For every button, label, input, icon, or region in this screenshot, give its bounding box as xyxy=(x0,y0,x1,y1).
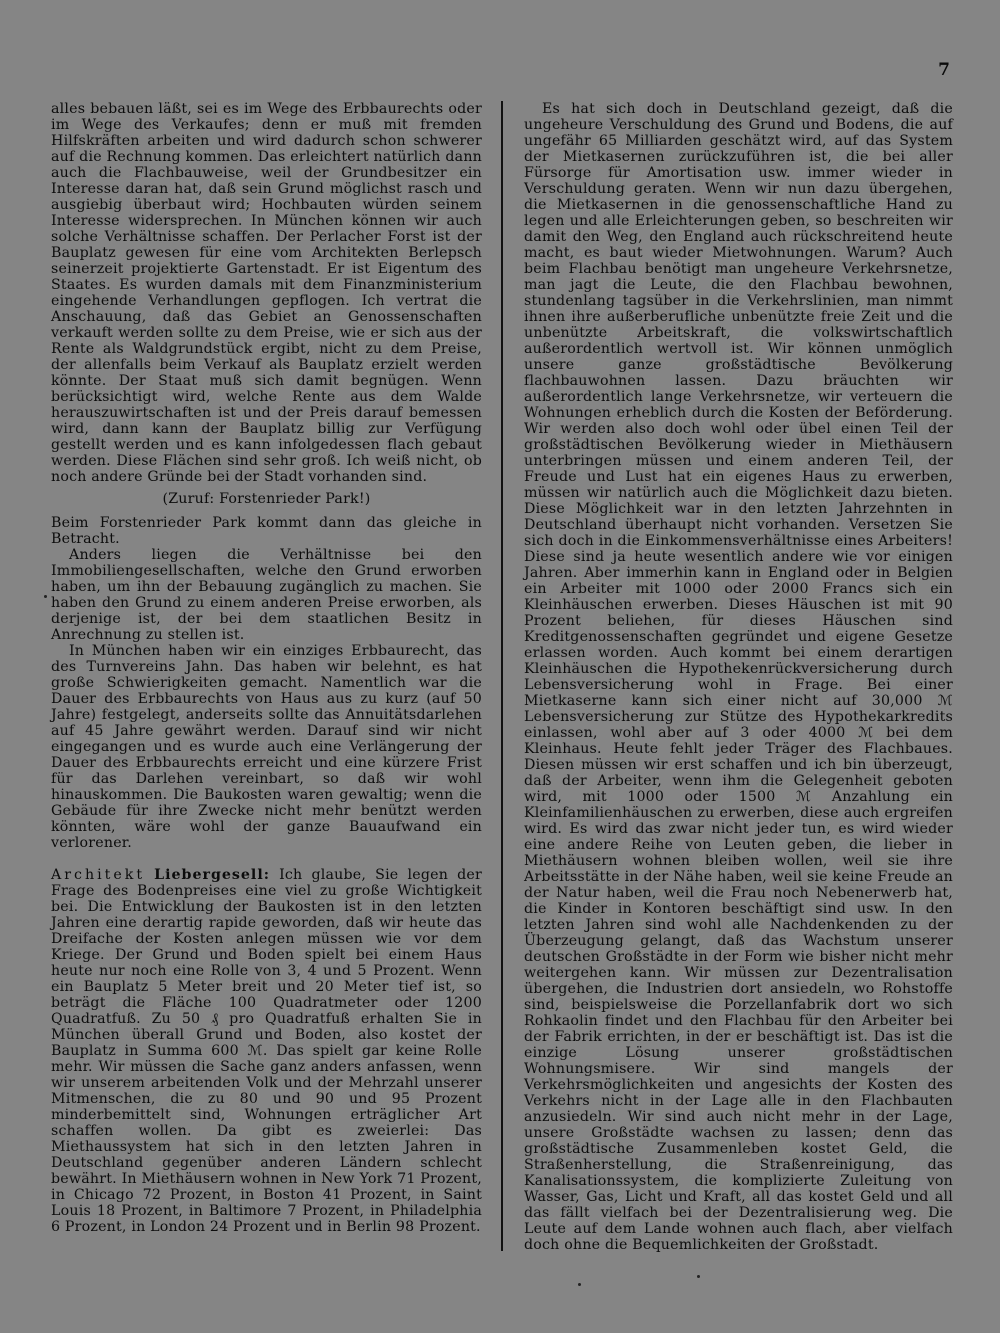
left-column xyxy=(51,101,482,1235)
speaker-title: Architekt xyxy=(51,867,146,883)
print-speck xyxy=(697,1275,700,1278)
paragraph: In München haben wir ein einziges Erbbaurecht, das des Turnvereins Jahn. Das haben wir belehnt, es hat große Schwierigkeiten gemacht. Namentlich war die Dauer des Erbbaurechts von Haus aus zu kurz (auf 50 Jahre) festgelegt, anderseits sollte das Annuitätsdarlehen auf 45 Jahre gewährt werden. Darauf sind wir nicht eingegangen und es wurde auch eine Verlängerung der Dauer des Erbbaurechts erreicht und eine kürzere Frist für das Darlehen vereinbart, so daß wir wohl hinauskommen. Die Baukosten waren gewaltig; wenn die Gebäude für ihre Zwecke nicht mehr benützt werden könnten, wäre wohl der ganze Bauaufwand ein verlorener. xyxy=(51,643,482,851)
interjection: (Zuruf: Forstenrieder Park!) xyxy=(162,491,371,507)
right-column xyxy=(524,101,953,1253)
speech-text: Ich glaube, Sie legen der Frage des Bodenpreises eine viel zu große Wichtigkeit bei. Die Entwicklung der Baukosten ist in den letzten Jahren eine derartig rapide geworden, daß wir heute das Dreifache der Kosten anlegen müssen wie vor dem Kriege. Der Grund und Boden spielt bei einem Haus heute nur noch eine Rolle von 3, 4 und 5 Prozent. Wenn ein Bauplatz 5 Meter breit und 20 Meter tief ist, so beträgt die Fläche 100 Quadratmeter oder 1200 Quadratfuß. Zu 50 ₰ pro Quadratfuß erhalten Sie in München überall Grund und Boden, also kostet der Bauplatz in Summa 600 ℳ. Das spielt gar keine Rolle mehr. Wir müssen die Sache ganz anders anfassen, wenn wir unserem arbeitenden Volk und der Mehrzahl unserer Mitmenschen, die zu 80 und 90 und 95 Prozent minderbemittelt sind, Wohnungen erträglicher Art schaffen wollen. Da gibt es zweierlei: Das Miethaussystem hat sich in den letzten Jahren in Deutschland gegenüber anderen Ländern schlecht bewährt. In Miethäusern wohnen in New York 71 Prozent, in Chicago 72 Prozent, in Boston 41 Prozent, in Saint Louis 18 Prozent, in Baltimore 7 Prozent, in Philadelphia 6 Prozent, in London 24 Prozent und in Berlin 98 Prozent. xyxy=(51,867,482,1235)
speaker-name: Liebergesell: xyxy=(154,867,270,883)
print-speck xyxy=(44,595,47,598)
paragraph: Anders liegen die Verhältnisse bei den Immobiliengesellschaften, welche den Grund erworben haben, um ihn der Bebauung zugänglich zu machen. Sie haben den Grund zu einem anderen Preise erworben, als derjenige ist, der bei dem staatlichen Besitz in Anrechnung zu stellen ist. xyxy=(51,547,482,643)
paragraph: alles bebauen läßt, sei es im Wege des Erbbaurechts oder im Wege des Verkaufes; denn er muß mit fremden Hilfskräften arbeiten und wird dadurch schon schwerer auf die Rechnung kommen. Das erleichtert natürlich dann auch die Flachbauweise, weil der Grundbesitzer ein Interesse daran hat, daß sein Grund möglichst rasch und ausgiebig überbaut wird; Hochbauten würden seinem Interesse widersprechen. In München können wir auch solche Verhältnisse schaffen. Der Perlacher Forst ist der Bauplatz gewesen für eine vom Architekten Berlepsch seinerzeit projektierte Gartenstadt. Er ist Eigentum des Staates. Es wurden damals mit dem Finanzministerium eingehende Verhandlungen gepflogen. Ich vertrat die Anschauung, daß das Gebiet an Genossenschaften verkauft werden sollte zu dem Preise, wie er sich aus der Rente als Waldgrundstück ergibt, nicht zu dem Preise, der allenfalls beim Verkauf als Bauplatz erzielt werden könnte. Der Staat muß sich damit begnügen. Wenn berücksichtigt wird, welche Rente aus dem Walde herauszuwirtschaften ist und der Preis darauf bemessen wird, dann kann der Bauplatz billig zur Verfügung gestellt werden und es kann infolgedessen flach gebaut werden. Diese Flächen sind sehr groß. Ich weiß nicht, ob noch andere Gründe bei der Stadt vorhanden sind. xyxy=(51,101,482,485)
column-divider xyxy=(501,101,503,1251)
speaker-paragraph xyxy=(51,867,482,1235)
page-number: 7 xyxy=(938,60,950,80)
paragraph: Beim Forstenrieder Park kommt dann das gleiche in Betracht. xyxy=(51,515,482,547)
paragraph: Es hat sich doch in Deutschland gezeigt, daß die ungeheure Verschuldung des Grund und Bodens, die auf ungefähr 65 Milliarden geschätzt wird, auf das System der Mietkasernen zurückzuführen ist, die bei aller Fürsorge für Amortisation usw. immer wieder in Verschuldung geraten. Wenn wir nun dazu übergehen, die Mietkasernen in die genossenschaftliche Hand zu legen und alle Erleichterungen geben, so beschreiten wir damit den Weg, den England auch rückschreitend heute macht, es baut wieder Mietwohnungen. Warum? Auch beim Flachbau benötigt man ungeheure Verkehrsnetze, man jagt die Leute, die den Flachbau bewohnen, stundenlang tagsüber in die Verkehrslinien, man nimmt ihnen ihre außerberufliche unbenützte freie Zeit und die unbenützte Arbeitskraft, die volkswirtschaftlich außerordentlich wertvoll ist. Wir können unmöglich unsere ganze großstädtische Bevölkerung flachbauwohnen lassen. Dazu bräuchten wir außerordentlich lange Verkehrsnetze, wir verteuern die Wohnungen erheblich durch die Kosten der Beförderung. Wir werden also doch wohl oder übel einen Teil der großstädtischen Bevölkerung wieder in Miethäusern unterbringen müssen und einem anderen Teil, der Freude und Lust hat ein eigenes Haus zu erwerben, müssen wir natürlich auch die Möglichkeit dazu bieten. Diese Möglichkeit war in den letzten Jahrzehnten in Deutschland überhaupt nicht vorhanden. Versetzen Sie sich doch in die Einkommensverhältnisse eines Arbeiters! Diese sind ja heute wesentlich andere wie vor einigen Jahren. Aber immerhin kann in England oder in Belgien ein Arbeiter mit 1000 oder 2000 Francs sich ein Kleinhäuschen erwerben. Dieses Häuschen ist mit 90 Prozent beliehen, für dieses Häuschen sind Kreditgenossenschaften gegründet und eigene Gesetze erlassen worden. Auch kommt bei einem derartigen Kleinhäuschen die Hypothekenrückversicherung durch Lebensversicherung wohl in Frage. Bei einer Mietkaserne kann sich einer nicht auf 30,000 ℳ Lebensversicherung zur Stütze des Hypothekarkredits einlassen, wohl aber auf 3 oder 4000 ℳ bei dem Kleinhaus. Heute fehlt jeder Träger des Flachbaues. Diesen müssen wir erst schaffen und ich bin überzeugt, daß der Arbeiter, wenn ihm die Gelegenheit geboten wird, mit 1000 oder 1500 ℳ Anzahlung ein Kleinfamilienhäuschen zu erwerben, diese auch ergreifen wird. Es wird das zwar nicht jeder tun, es wird wieder eine andere Reihe von Leuten geben, die lieber in Miethäusern wohnen bleiben wollen, weil sie ihre Arbeitsstätte in der Nähe haben, weil sie keine Freude an der Natur haben, weil die Frau noch Nebenerwerb hat, die Kinder in Kontoren beschäftigt sind usw. In den letzten Jahren sind wohl alle Nachdenkenden zu der Überzeugung gelangt, daß das Wachstum unserer deutschen Großstädte in der Form wie bisher nicht mehr weitergehen kann. Wir müssen zur Dezentralisation übergehen, die Industrien dort ansiedeln, wo Rohstoffe sind, beispielsweise die Porzellanfabrik dort wo sich Rohkaolin findet und den Flachbau für den Arbeiter bei der Fabrik errichten, in der er beschäftigt ist. Das ist die einzige Lösung unserer großstädtischen Wohnungsmisere. Wir sind mangels der Verkehrsmöglichkeiten und angesichts der Kosten des Verkehrs nicht in der Lage alle in den Flachbauten anzusiedeln. Wir sind auch nicht mehr in der Lage, unsere Großstädte wachsen zu lassen; denn das großstädtische Zusammenleben kostet Geld, die Straßenherstellung, die Straßenreinigung, das Kanalisationssystem, die komplizierte Zuleitung von Wasser, Gas, Licht und Kraft, all das kostet Geld und all das fällt vielfach bei der Dezentralisierung weg. Die Leute auf dem Lande wohnen auch flach, aber vielfach doch ohne die Bequemlichkeiten der Großstadt. xyxy=(524,101,953,1253)
print-speck xyxy=(578,1283,581,1286)
